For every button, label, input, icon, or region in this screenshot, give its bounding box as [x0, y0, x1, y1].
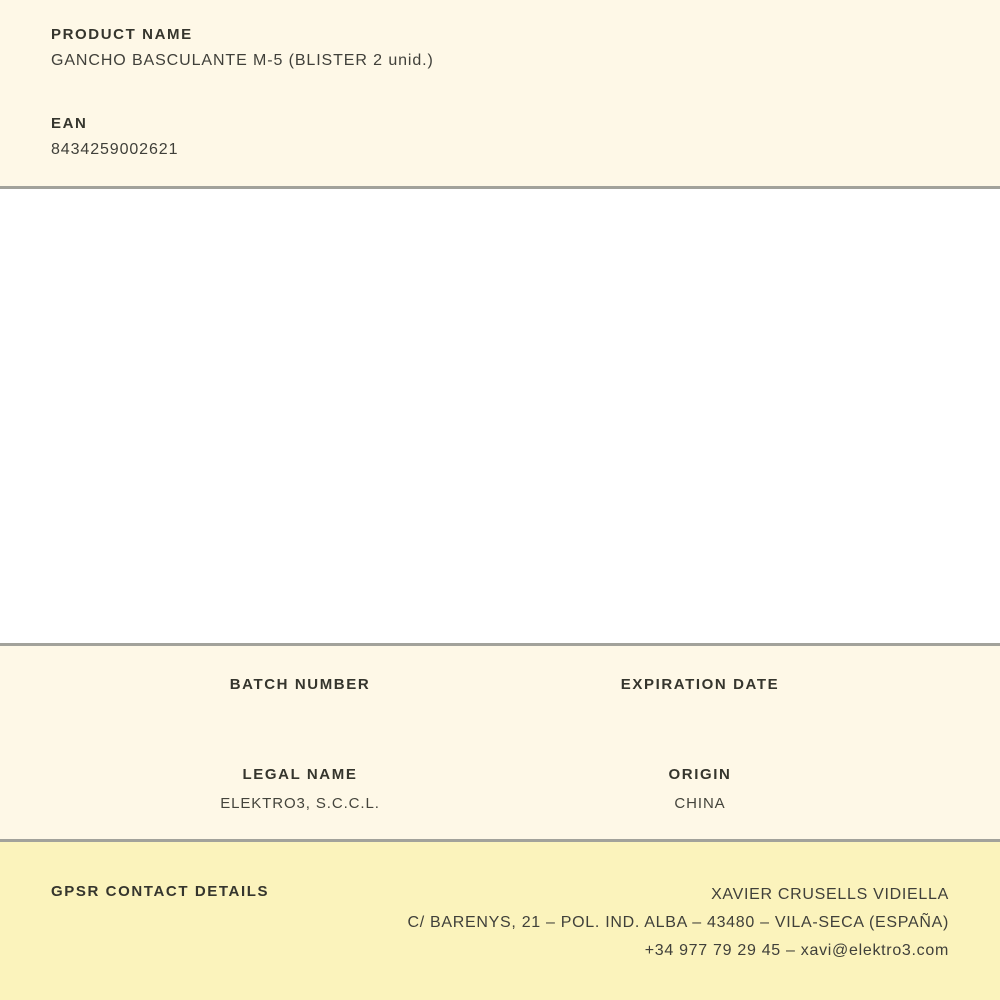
product-name-value: GANCHO BASCULANTE M-5 (BLISTER 2 unid.) — [51, 52, 434, 69]
legal-name-label: LEGAL NAME — [242, 766, 358, 783]
details-grid — [100, 676, 900, 812]
product-name-label: PRODUCT NAME — [51, 26, 193, 43]
gpsr-contact-lines — [408, 881, 950, 965]
batch-number-value — [100, 695, 500, 766]
expiration-date-value — [500, 695, 900, 766]
legal-name-value: ELEKTRO3, S.C.C.L. — [220, 795, 380, 812]
details-section — [0, 646, 1000, 842]
contact-address: C/ BARENYS, 21 – POL. IND. ALBA – 43480 – VILA-SECA (ESPAÑA) — [407, 914, 949, 931]
contact-person-name: XAVIER CRUSELLS VIDIELLA — [711, 886, 949, 903]
ean-value: 8434259002621 — [51, 141, 179, 158]
batch-number-label: BATCH NUMBER — [229, 676, 371, 693]
gpsr-contact-label: GPSR CONTACT DETAILS — [51, 883, 270, 900]
origin-value: CHINA — [674, 795, 726, 812]
ean-label: EAN — [51, 115, 88, 132]
contact-phone-email: +34 977 79 29 45 – xavi@elektro3.com — [644, 942, 949, 959]
gpsr-contact-section — [0, 842, 1000, 1000]
product-header-section — [0, 0, 1000, 189]
expiration-date-label: EXPIRATION DATE — [620, 676, 780, 693]
origin-label: ORIGIN — [668, 766, 732, 783]
product-image-placeholder — [0, 189, 1000, 646]
